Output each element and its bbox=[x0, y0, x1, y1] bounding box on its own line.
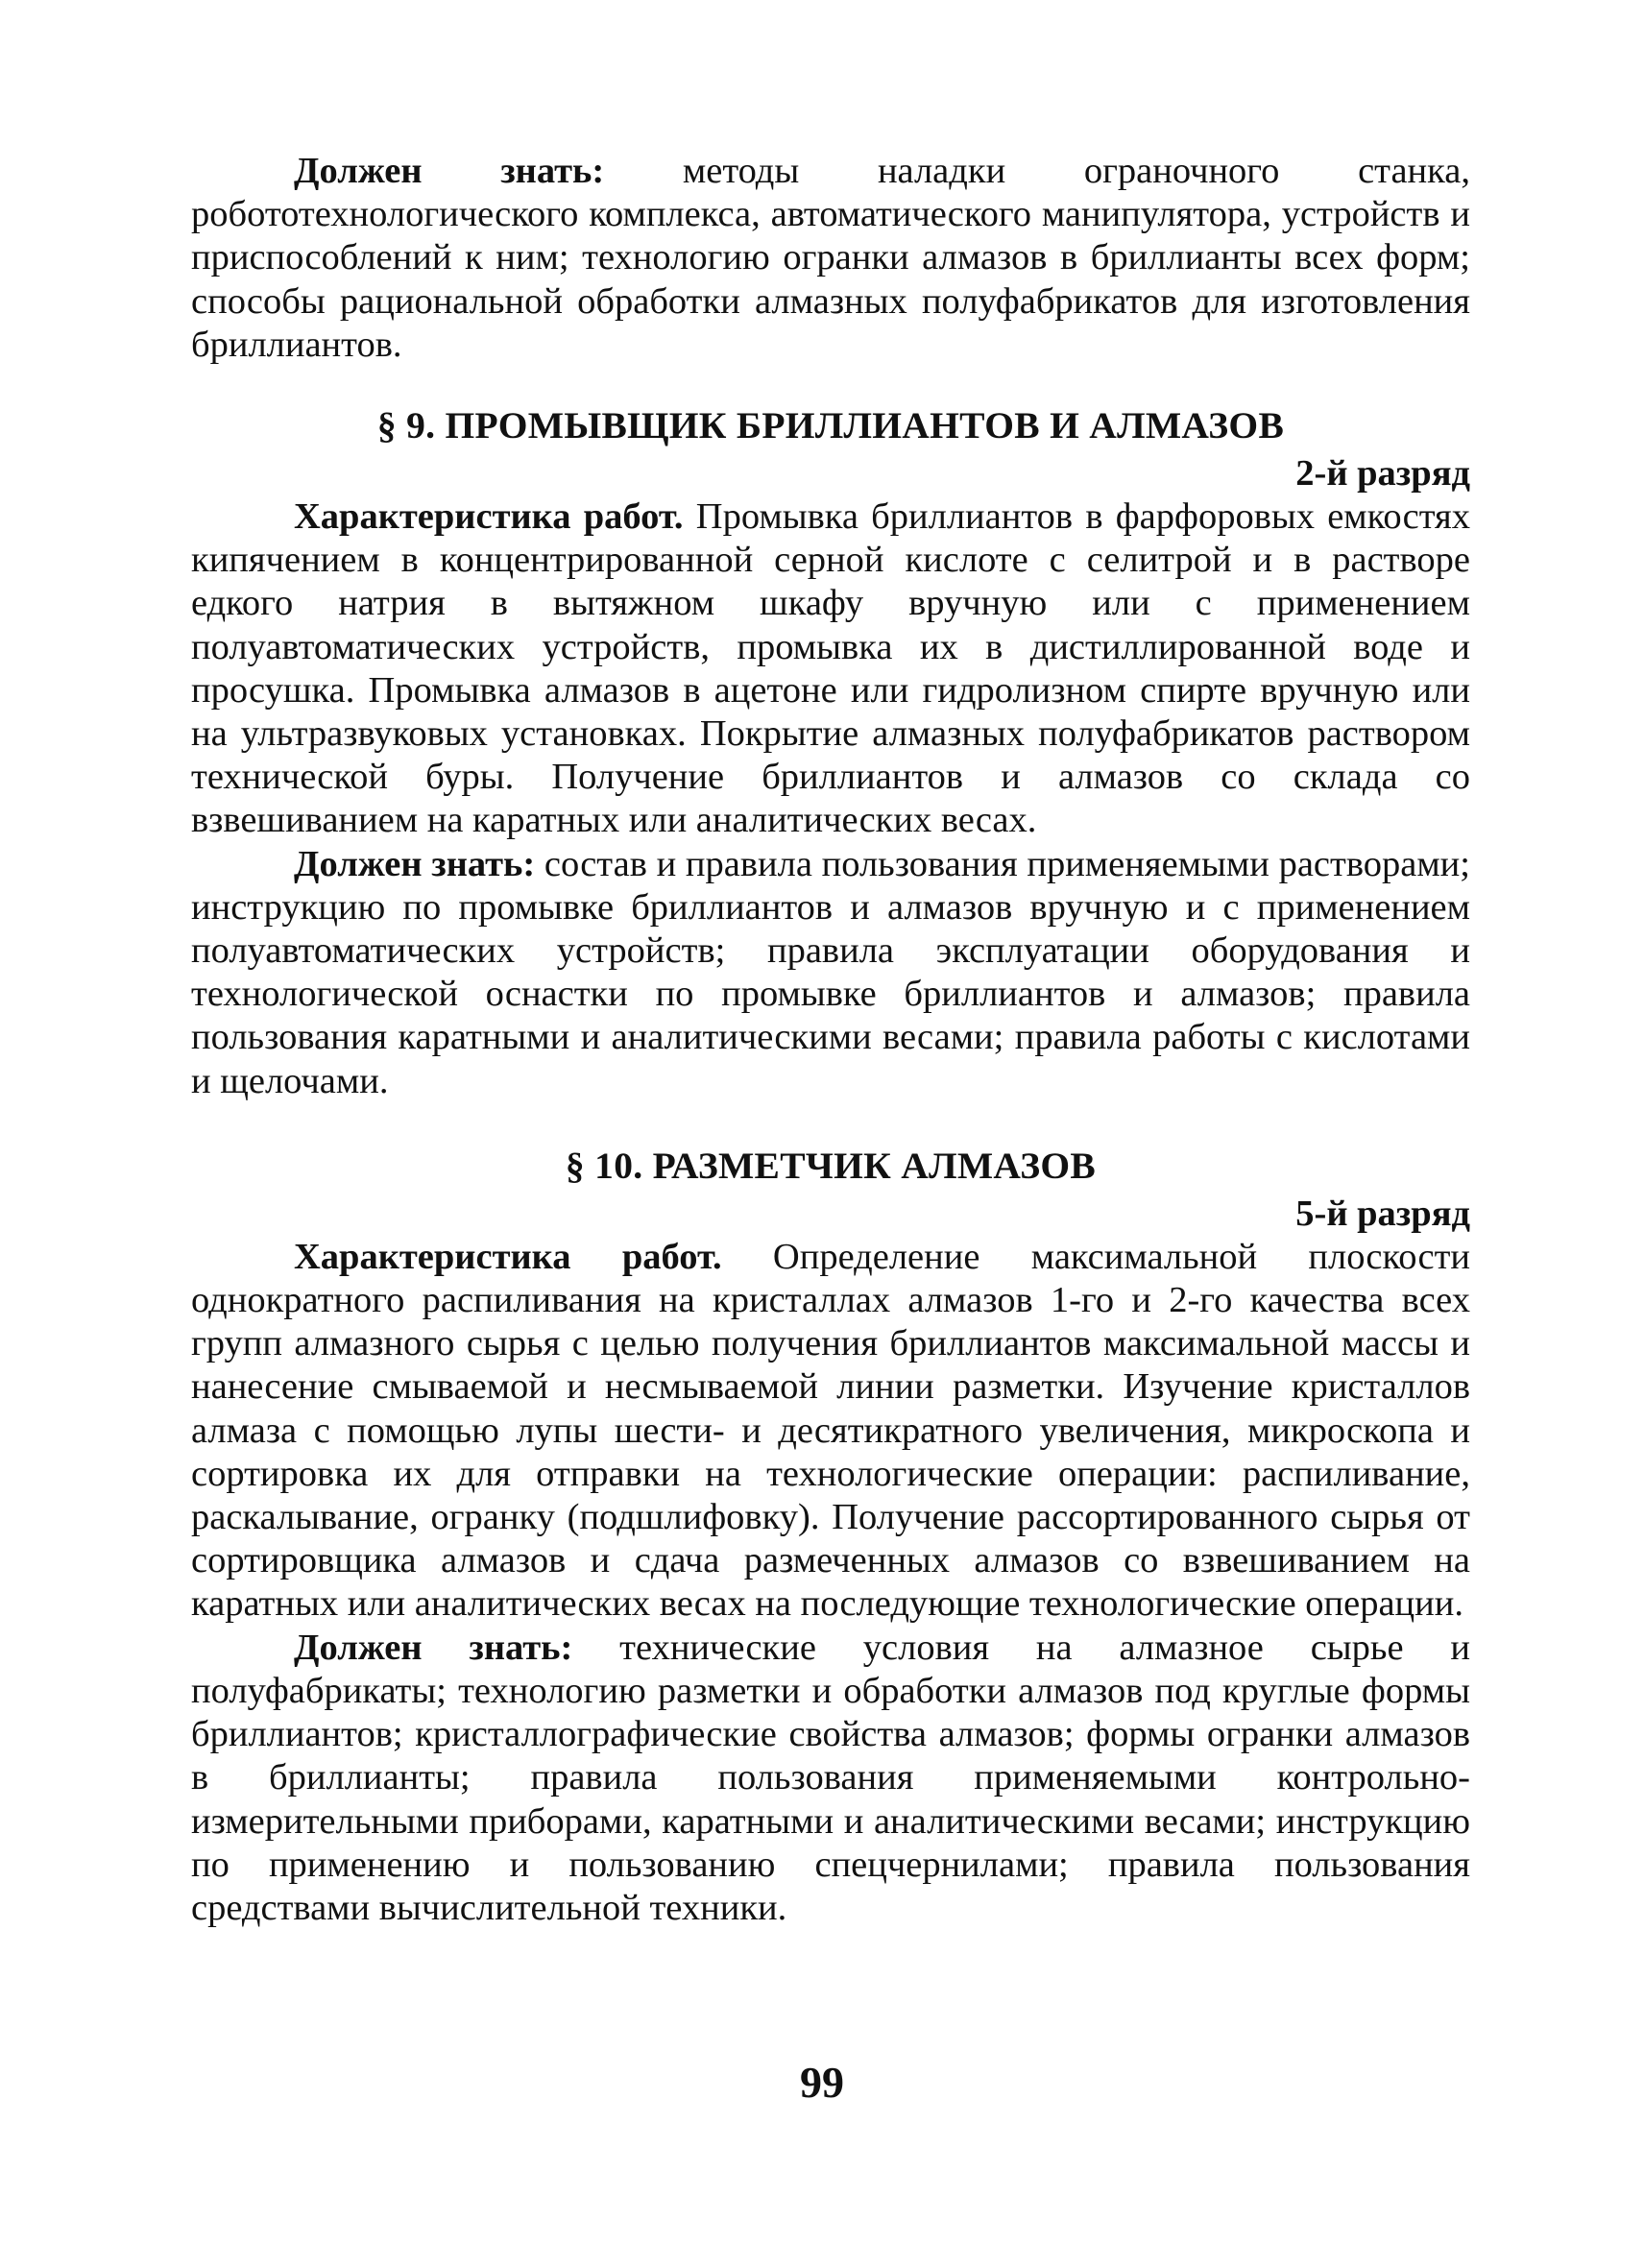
page-number: 99 bbox=[800, 2058, 844, 2107]
paragraph-lead: Должен знать: bbox=[294, 151, 605, 191]
section-10-grade: 5-й разряд bbox=[1295, 1193, 1470, 1234]
section-9-title: § 9. ПРОМЫВЩИК БРИЛЛИАНТОВ И АЛМАЗОВ bbox=[376, 404, 1285, 447]
paragraph-lead: Характеристика работ. bbox=[294, 496, 684, 538]
paragraph-lead: Характеристика работ. bbox=[294, 1236, 722, 1277]
document-page bbox=[191, 150, 1470, 1930]
section-9-grade: 2-й разряд bbox=[1295, 453, 1470, 495]
section-10-requirements bbox=[191, 1627, 1470, 1930]
paragraph-lead: Должен знать: bbox=[294, 1627, 573, 1668]
paragraph-lead: Должен знать: bbox=[294, 843, 536, 884]
section-9-work-characteristics bbox=[191, 495, 1470, 843]
paragraph-text: технические условия на алмазное сырье и полуфабрикаты; технологию разметки и обработки алмазов под круглые формы бриллиантов; кристаллографические свойства алмазов; формы огранки алмазов в бриллианты; правила пользования применяемыми контрольно-измерительными приборами, каратными и аналитическими весами; инструкцию по применению и пользованию спецчернилами; правила пользования средствами вычислительной техники. bbox=[191, 1627, 1470, 1928]
paragraph-text: методы наладки ограночного станка, робототехнологического комплекса, автоматического манипулятора, устройств и приспособлений к ним; технологию огранки алмазов в бриллианты всех форм; способы рациональной обработки алмазных полуфабрикатов для изготовления бриллиантов. bbox=[191, 151, 1470, 365]
paragraph-requirements-cut bbox=[191, 150, 1470, 367]
section-10-work-characteristics bbox=[191, 1236, 1470, 1627]
section-9-requirements bbox=[191, 843, 1470, 1103]
paragraph-text: состав и правила пользования применяемыми растворами; инструкцию по промывке бриллиантов и алмазов вручную и с применением полуавтоматических устройств; правила эксплуатации оборудования и технологической оснастки по промывке бриллиантов и алмазов; правила пользования каратными и аналитическими весами; правила работы с кислотами и щелочами. bbox=[191, 843, 1470, 1101]
paragraph-text: Промывка бриллиантов в фарфоровых емкостях кипячением в концентрированной серной кислоте с селитрой и в растворе едкого натрия в вытяжном шкафу вручную или с применением полуавтоматических устройств, промывка их в дистиллированной воде и просушка. Промывка алмазов в ацетоне или гидролизном спирте вручную или на ультразвуковых установках. Покрытие алмазных полуфабрикатов раствором технической буры. Получение бриллиантов и алмазов со склада со взвешиванием на каратных или аналитических весах. bbox=[191, 496, 1470, 841]
section-10-title: § 10. РАЗМЕТЧИК АЛМАЗОВ bbox=[565, 1144, 1097, 1187]
paragraph-text: Определение максимальной плоскости однократного распиливания на кристаллах алмазов 1-го и 2-го качества всех групп алмазного сырья с целью получения бриллиантов максимальной массы и нанесение смываемой и несмываемой линии разметки. Изучение кристаллов алмаза с помощью лупы шести- и десятикратного увеличения, микроскопа и сортировка их для отправки на технологические операции: распиливание, раскалывание, огранку (подшлифовку). Получение рассортированного сырья от сортировщика алмазов и сдача размеченных алмазов со взвешиванием на каратных или аналитических весах на последующие технологические операции. bbox=[191, 1236, 1470, 1625]
